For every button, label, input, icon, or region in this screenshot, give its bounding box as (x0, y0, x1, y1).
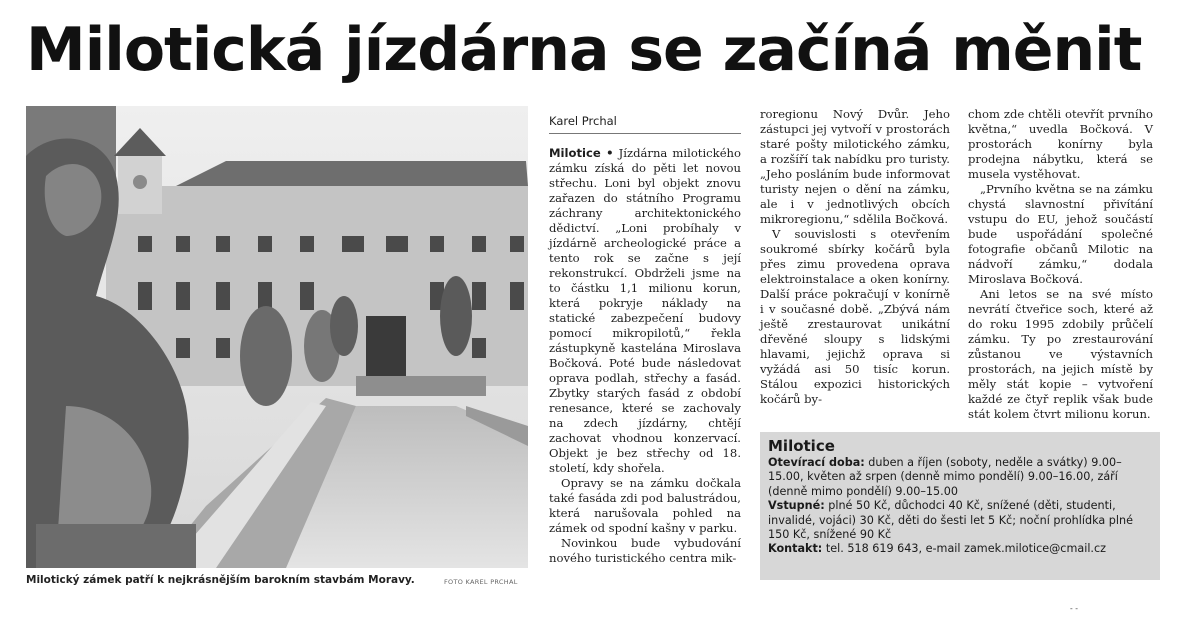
paragraph: Opravy se na zámku dočkala také fasáda zdi pod balustrádou, která narušovala pohled na zámek od spodní kašny v parku. (549, 476, 741, 535)
footer-mark: - - (1070, 604, 1078, 613)
visitor-info-box (760, 432, 1160, 580)
opening-hours (768, 456, 1152, 499)
article-column-3 (968, 107, 1153, 422)
castle-illustration (26, 106, 528, 568)
admission-text: plné 50 Kč, důchodci 40 Kč, snížené (děti, studenti, invalidé, vojáci) 30 Kč, děti do šesti let 5 Kč; noční prohlídka plné 150 Kč, snížené 90 Kč (768, 499, 1133, 542)
contact-text: tel. 518 619 643, e-mail zamek.milotice@cmail.cz (825, 542, 1107, 556)
paragraph: Ani letos se na své místo nevrátí čtveřice soch, které až do roku 1995 zdobily průčelí zámku. Ty po zrestaurování zůstanou ve výstavních prostorách, na jejich místě by měly stát kopie – vytvoření každé ze čtyř replik však bude stát kolem čtvrt milionu korun. (968, 287, 1153, 421)
article-column-2 (760, 107, 950, 407)
paragraph: Novinkou bude vybudování nového turistického centra mik- (549, 536, 741, 565)
photo-credit: FOTO KAREL PRCHAL (444, 578, 518, 586)
dateline: Milotice • (549, 146, 614, 160)
paragraph: roregionu Nový Dvůr. Jeho zástupci jej vytvoří v prostorách staré pošty milotického zámku, a rozšíří tak nabídku pro turisty. „Jeho posláním bude informovat turisty nejen o dění na zámku, ale i v jednotlivých obcích mikroregionu,“ sdělila Bočková. (760, 107, 950, 226)
paragraph: chom zde chtěli otevřít prvního května,“ uvedla Bočková. V prostorách konírny byla prodejna nábytku, která se musela vystěhovat. (968, 107, 1153, 181)
hours-label: Otevírací doba: (768, 456, 865, 469)
paragraph (549, 146, 741, 476)
castle-photo (26, 106, 528, 568)
paragraph: V souvislosti s otevřením soukromé sbírky kočárů byla přes zimu provedena oprava elektroinstalace a oken konírny. Další práce pokračují v konírně i v současné době. „Zbývá nám ještě zrestaurovat unikátní dřevěné sloupy s lidskými hlavami, jejichž oprava si vyžádá asi 50 tisíc korun. Stálou expozici historických kočárů by- (760, 227, 950, 406)
article-column-1 (549, 146, 741, 566)
contact (768, 542, 1152, 556)
info-title: Milotice (768, 437, 835, 455)
photo-caption: Milotický zámek patří k nejkrásnějším barokním stavbám Moravy. (26, 574, 415, 586)
admission-label: Vstupné: (768, 499, 825, 513)
headline: Milotická jízdárna se začíná měnit (26, 15, 1142, 85)
author-byline: Karel Prchal (549, 114, 617, 128)
hours-text: duben a říjen (soboty, neděle a svátky) 9.00–15.00, květen až srpen (denně mimo pondělí) 9.00–16.00, září (denně mimo pondělí) 9.00–15.00 (768, 456, 1122, 498)
contact-label: Kontakt: (768, 542, 823, 556)
byline-rule (549, 133, 741, 134)
paragraph: „Prvního května se na zámku chystá slavnostní přivítání vstupu do EU, jehož součástí bude uspořádání společné fotografie občanů Milotic na nádvoří zámku,“ dodala Miroslava Bočková. (968, 182, 1153, 286)
admission (768, 499, 1152, 542)
paragraph-text: Jízdárna milotického zámku získá do pěti let novou střechu. Loni byl objekt znovu zařazen do státního Programu záchrany architektonického dědictví. „Loni probíhaly v jízdárně archeologické práce a tento rok se začne s její rekonstrukcí. Obdrželi jsme na to částku 1,1 milionu korun, která pokryje náklady na statické zabezpečení budovy pomocí mikropilotů,“ řekla zástupkyně kastelána Miroslava Bočková. Poté bude následovat oprava podlah, střechy a fasád. Zbytky starých fasád z období renesance, které se zachovaly na zdech jízdárny, chtějí zachovat vhodnou konzervací. Objekt je bez střechy od 18. století, kdy shořela. (549, 146, 741, 475)
